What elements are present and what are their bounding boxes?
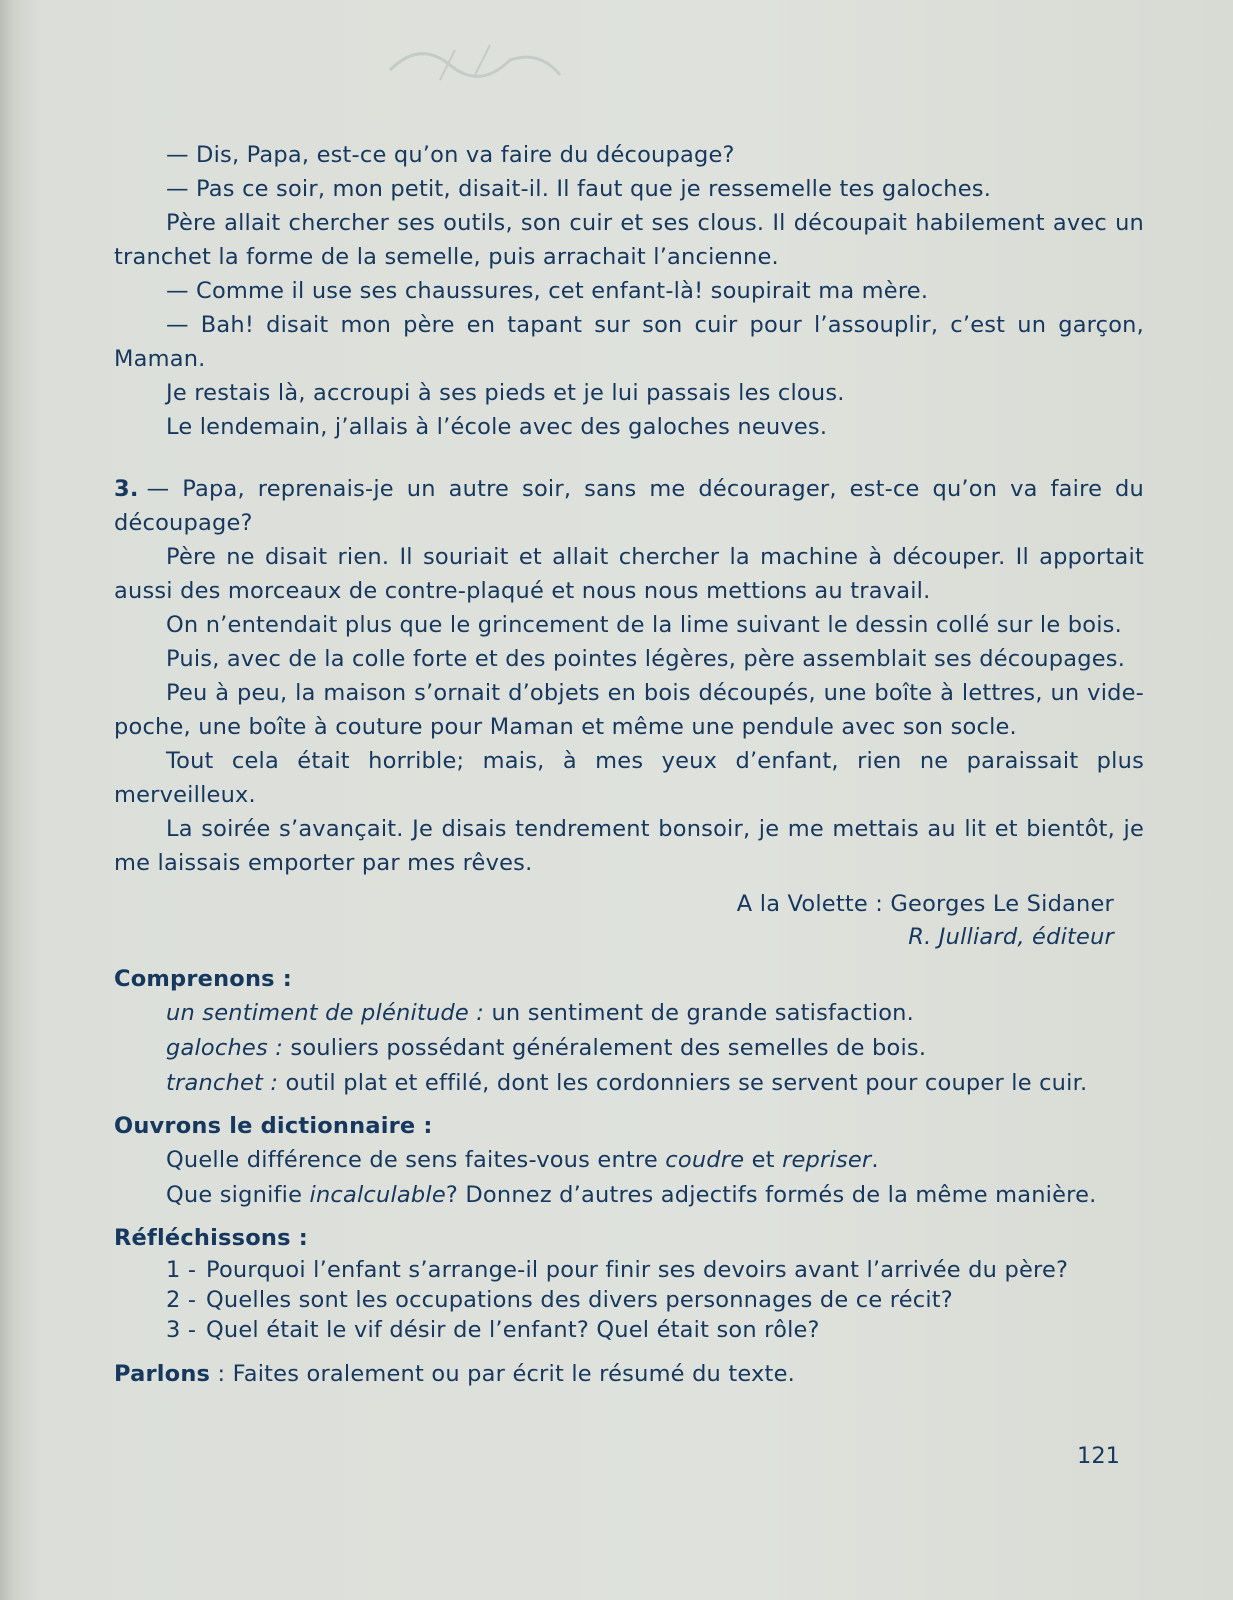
story-line: Père ne disait rien. Il souriait et allait chercher la machine à découper. Il apportait aussi des morceaux de contre-plaqué et nous nous mettions au travail. xyxy=(114,544,1144,604)
story-line: — Pas ce soir, mon petit, disait-il. Il faut que je ressemelle tes galoches. xyxy=(166,176,992,202)
story-line: Peu à peu, la maison s’ornait d’objets en bois découpés, une boîte à lettres, un vide-poche, une boîte à couture pour Maman et même une pendule avec son socle. xyxy=(114,680,1144,740)
vocab-definition: un sentiment de grande satisfaction. xyxy=(491,1000,914,1026)
question-item xyxy=(166,1315,1144,1345)
story-line: Je restais là, accroupi à ses pieds et je lui passais les clous. xyxy=(166,380,845,406)
parlons-section xyxy=(114,1357,1144,1391)
story-line: — Comme il use ses chaussures, cet enfant-là! soupirait ma mère. xyxy=(166,278,929,304)
section-number: 3. xyxy=(114,476,139,502)
vocab-definition: souliers possédant généralement des semelles de bois. xyxy=(290,1035,927,1061)
q1-conjunction: et xyxy=(744,1147,783,1173)
parlons-title: Parlons xyxy=(114,1361,211,1387)
vocab-item xyxy=(166,996,1144,1031)
publisher-text: R. Julliard, éditeur xyxy=(908,924,1114,950)
q1-word-2: repriser xyxy=(782,1147,872,1173)
story-line: On n’entendait plus que le grincement de la lime suivant le dessin collé sur le bois. xyxy=(166,612,1122,638)
page-number: 121 xyxy=(1077,1443,1120,1469)
question-number: 3 - xyxy=(166,1317,197,1343)
credits-source: A la Volette : Georges Le Sidaner xyxy=(736,891,1114,917)
vocab-term: un sentiment de plénitude : xyxy=(166,1000,485,1026)
reflechissons-title: Réfléchissons : xyxy=(114,1225,308,1251)
comprenons-title: Comprenons : xyxy=(114,966,292,992)
question-text: Pourquoi l’enfant s’arrange-il pour finir ses devoirs avant l’arrivée du père? xyxy=(206,1257,1069,1283)
q1-text: Quelle différence de sens faites-vous entre xyxy=(166,1147,666,1173)
section-3-text: — Papa, reprenais-je un autre soir, sans me décourager, est-ce qu’on va faire du découpage? xyxy=(114,476,1144,536)
q2-end: ? Donnez d’autres adjectifs formés de la même manière. xyxy=(445,1182,1097,1208)
question-item xyxy=(166,1255,1144,1285)
story-line: Le lendemain, j’allais à l’école avec des galoches neuves. xyxy=(166,414,828,440)
dictionnaire-question-2 xyxy=(166,1178,1144,1213)
q1-end: . xyxy=(871,1147,879,1173)
credits-publisher xyxy=(114,921,1114,954)
q2-text: Que signifie xyxy=(166,1182,310,1208)
story-line: — Bah! disait mon père en tapant sur son cuir pour l’assouplir, c’est un garçon, Maman. xyxy=(114,312,1144,372)
dictionnaire-title: Ouvrons le dictionnaire : xyxy=(114,1113,433,1139)
section-3-first-line xyxy=(114,472,1144,540)
vocab-item xyxy=(166,1031,1144,1066)
vocab-definition: outil plat et effilé, dont les cordonniers se servent pour couper le cuir. xyxy=(285,1070,1088,1096)
vocab-term: tranchet : xyxy=(166,1070,279,1096)
story-line: — Dis, Papa, est-ce qu’on va faire du découpage? xyxy=(166,142,735,168)
question-number: 2 - xyxy=(166,1287,197,1313)
question-text: Quel était le vif désir de l’enfant? Quel était son rôle? xyxy=(206,1317,820,1343)
section-gap xyxy=(114,444,1144,472)
vocab-item xyxy=(166,1066,1144,1101)
story-line: Tout cela était horrible; mais, à mes yeux d’enfant, rien ne paraissait plus merveilleux. xyxy=(114,748,1144,808)
story-text xyxy=(114,138,1144,1391)
question-number: 1 - xyxy=(166,1257,197,1283)
story-line: Puis, avec de la colle forte et des pointes légères, père assemblait ses découpages. xyxy=(166,646,1126,672)
credits xyxy=(114,888,1144,954)
q2-word: incalculable xyxy=(309,1182,446,1208)
ink-smudge-mark xyxy=(380,30,570,90)
q1-word-1: coudre xyxy=(665,1147,745,1173)
question-text: Quelles sont les occupations des divers personnages de ce récit? xyxy=(206,1287,953,1313)
vocab-term: galoches : xyxy=(166,1035,284,1061)
story-line: La soirée s’avançait. Je disais tendrement bonsoir, je me mettais au lit et bientôt, je me laissais emporter par mes rêves. xyxy=(114,816,1144,876)
story-line: Père allait chercher ses outils, son cuir et ses clous. Il découpait habilement avec un tranchet la forme de la semelle, puis arrachait l’ancienne. xyxy=(114,210,1144,270)
dictionnaire-question-1 xyxy=(166,1143,1144,1178)
question-item xyxy=(166,1285,1144,1315)
parlons-text: : Faites oralement ou par écrit le résumé du texte. xyxy=(217,1361,795,1387)
